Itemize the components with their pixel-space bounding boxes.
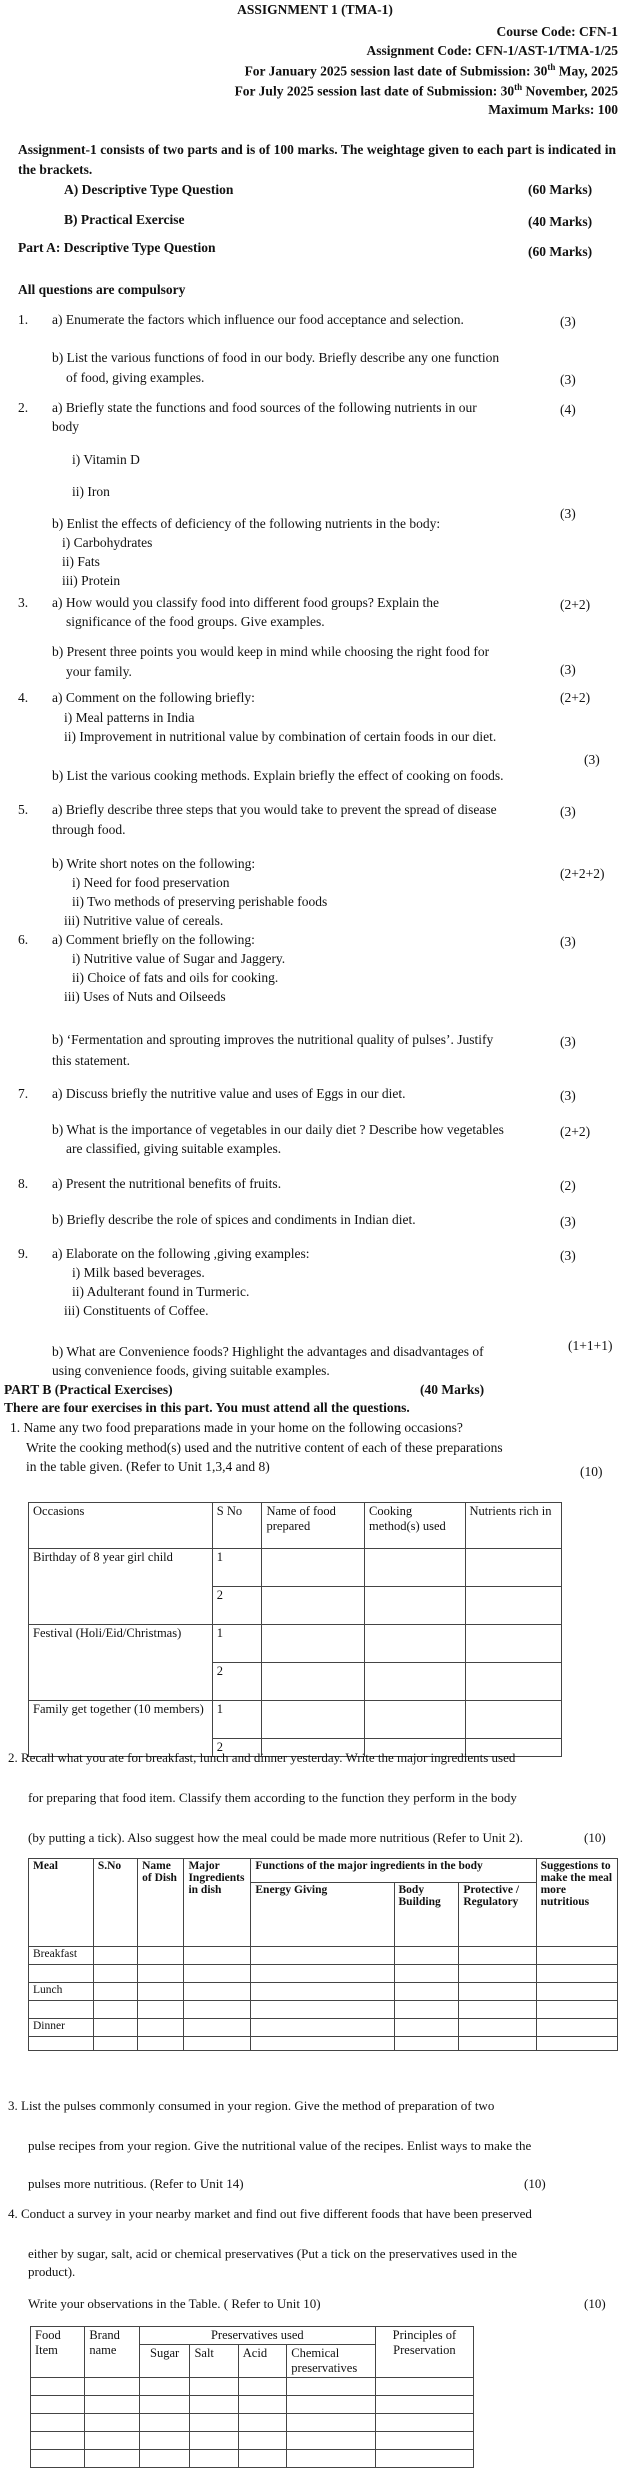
ex2-cell[interactable] xyxy=(536,2001,617,2019)
ex2-h-energy: Energy Giving xyxy=(251,1883,394,1947)
ex4-cell[interactable] xyxy=(190,2450,238,2468)
q2-a-ii: ii) Iron xyxy=(72,484,110,499)
q1-b-line1: b) List the various functions of food in our body. Briefly describe any one function xyxy=(52,350,500,365)
table-row xyxy=(29,2019,618,2037)
ex2-meal-lunch: Lunch xyxy=(29,1983,94,2001)
ex4-line4: Write your observations in the Table. ( Refer to Unit 10) xyxy=(28,2296,321,2311)
ex1-sno: 1 xyxy=(212,1701,262,1739)
ex4-cell[interactable] xyxy=(287,2414,376,2432)
q2-number: 2. xyxy=(18,400,29,415)
ex1-header-row xyxy=(29,1503,562,1549)
table-row xyxy=(29,2037,618,2051)
q6-a-ii: ii) Choice of fats and oils for cooking. xyxy=(72,970,279,985)
q5-b-iii: iii) Nutritive value of cereals. xyxy=(64,913,224,928)
ex2-header-row xyxy=(29,1859,618,1883)
q8-b-marks: (3) xyxy=(560,1214,576,1229)
ex1-cell[interactable] xyxy=(465,1701,561,1739)
ex1-h-name: Name of food prepared xyxy=(262,1503,365,1549)
q1-a: a) Enumerate the factors which influence our food acceptance and selection. xyxy=(52,312,464,327)
q4-a: a) Comment on the following briefly: xyxy=(52,690,255,705)
part-b-instruction: There are four exercises in this part. You must attend all the questions. xyxy=(4,1400,410,1415)
ex4-header-row xyxy=(31,2327,474,2345)
ex1-h-method: Cooking method(s) used xyxy=(365,1503,466,1549)
part-b-label: B) Practical Exercise xyxy=(64,212,185,227)
q3-b-marks: (3) xyxy=(560,662,576,677)
ex4-cell[interactable] xyxy=(85,2414,140,2432)
ex1-line3: in the table given. (Refer to Unit 1,3,4 and 8) xyxy=(26,1459,270,1474)
ex2-cell[interactable] xyxy=(138,1947,184,1965)
q3-b-line1: b) Present three points you would keep in mind while choosing the right food for xyxy=(52,644,490,659)
part-a-heading: Part A: Descriptive Type Question xyxy=(18,240,216,255)
ex4-cell[interactable] xyxy=(287,2378,376,2396)
ex2-cell[interactable] xyxy=(251,1983,394,2001)
ex1-sno: 2 xyxy=(212,1587,262,1625)
table-row xyxy=(29,1701,562,1739)
q1-b-marks: (3) xyxy=(560,372,576,387)
q6-b-line2: this statement. xyxy=(52,1053,130,1068)
q2-a-i: i) Vitamin D xyxy=(72,452,140,467)
q7-a: a) Discuss briefly the nutritive value and uses of Eggs in our diet. xyxy=(52,1086,406,1101)
ex1-line2: Write the cooking method(s) used and the nutritive content of each of these preparations xyxy=(26,1440,503,1455)
ex4-cell[interactable] xyxy=(190,2378,238,2396)
ex1-cell[interactable] xyxy=(365,1549,466,1587)
ex1-table xyxy=(28,1502,562,1757)
q5-a-marks: (3) xyxy=(560,804,576,819)
ex2-cell[interactable] xyxy=(394,2001,459,2019)
ex1-cell[interactable] xyxy=(465,1663,561,1701)
q5-a-line1: a) Briefly describe three steps that you would take to prevent the spread of disease xyxy=(52,802,497,817)
ex2-cell[interactable] xyxy=(138,1965,184,1983)
q3-a-line2: significance of the food groups. Give examples. xyxy=(66,614,325,629)
q2-b-ii: ii) Fats xyxy=(62,554,100,569)
ex1-cell[interactable] xyxy=(262,1663,365,1701)
q4-a-ii: ii) Improvement in nutritional value by combination of certain foods in our diet. xyxy=(64,729,497,744)
ex1-cell[interactable] xyxy=(262,1625,365,1663)
ex4-cell[interactable] xyxy=(139,2396,190,2414)
table-row xyxy=(29,1625,562,1663)
q7-b-line1: b) What is the importance of vegetables in our daily diet ? Describe how vegetables xyxy=(52,1122,504,1137)
ex1-h-occasions: Occasions xyxy=(29,1503,213,1549)
q4-a-i: i) Meal patterns in India xyxy=(64,710,195,725)
q2-a-marks: (4) xyxy=(560,402,576,417)
ex4-cell[interactable] xyxy=(85,2396,140,2414)
ex4-cell[interactable] xyxy=(190,2432,238,2450)
course-code: Course Code: CFN-1 xyxy=(496,24,618,39)
table-row xyxy=(31,2432,474,2450)
assignment-code: Assignment Code: CFN-1/AST-1/TMA-1/25 xyxy=(366,43,618,58)
ex1-marks: (10) xyxy=(580,1464,603,1479)
ex4-cell[interactable] xyxy=(238,2432,287,2450)
ex1-sno: 1 xyxy=(212,1625,262,1663)
ex2-cell[interactable] xyxy=(29,1965,94,1983)
q9-b-line2: using convenience foods, giving suitable examples. xyxy=(52,1363,330,1378)
ex2-h-protective: Protective / Regulatory xyxy=(459,1883,536,1947)
q6-b-marks: (3) xyxy=(560,1034,576,1049)
ex2-cell[interactable] xyxy=(536,2037,617,2051)
q9-b-line1: b) What are Convenience foods? Highlight the advantages and disadvantages of xyxy=(52,1344,484,1359)
ex1-cell[interactable] xyxy=(262,1701,365,1739)
ex2-cell[interactable] xyxy=(394,1983,459,2001)
table-row xyxy=(31,2396,474,2414)
part-a-label: A) Descriptive Type Question xyxy=(64,182,234,197)
ex1-occasion-1: Birthday of 8 year girl child xyxy=(29,1549,213,1625)
ex2-marks: (10) xyxy=(584,1830,606,1845)
q9-a: a) Elaborate on the following ,giving examples: xyxy=(52,1246,310,1261)
ex1-cell[interactable] xyxy=(365,1663,466,1701)
ex1-cell[interactable] xyxy=(262,1587,365,1625)
ex2-meal-dinner: Dinner xyxy=(29,2019,94,2037)
ex3-line2: pulse recipes from your region. Give the nutritional value of the recipes. Enlist ways to make the xyxy=(28,2138,532,2153)
ex2-h-meal: Meal xyxy=(29,1859,94,1947)
q5-b: b) Write short notes on the following: xyxy=(52,856,256,871)
ex2-h-functions: Functions of the major ingredients in the body xyxy=(251,1859,536,1883)
ex4-cell[interactable] xyxy=(139,2450,190,2468)
q7-b-line2: are classified, giving suitable examples. xyxy=(66,1141,282,1156)
ex4-cell[interactable] xyxy=(238,2396,287,2414)
q9-a-ii: ii) Adulterant found in Turmeric. xyxy=(72,1284,250,1299)
ex3-line1: 3. List the pulses commonly consumed in your region. Give the method of preparation of two xyxy=(8,2098,495,2113)
q7-a-marks: (3) xyxy=(560,1088,576,1103)
ex2-cell[interactable] xyxy=(459,1947,536,1965)
q6-a: a) Comment briefly on the following: xyxy=(52,932,255,947)
ex4-h-acid: Acid xyxy=(238,2345,287,2378)
table-row xyxy=(31,2414,474,2432)
ex1-sno: 2 xyxy=(212,1739,262,1757)
table-row xyxy=(31,2378,474,2396)
ex4-cell[interactable] xyxy=(190,2396,238,2414)
ex1-cell[interactable] xyxy=(365,1587,466,1625)
ex2-line1: 2. Recall what you ate for breakfast, lunch and dinner yesterday. Write the major ingredients used xyxy=(8,1750,516,1765)
ex4-cell[interactable] xyxy=(31,2378,85,2396)
ex1-h-sno: S No xyxy=(212,1503,262,1549)
ex2-h-body: Body Building xyxy=(394,1883,459,1947)
ex2-cell[interactable] xyxy=(138,2001,184,2019)
ex2-cell[interactable] xyxy=(184,1947,251,1965)
ex2-cell[interactable] xyxy=(459,1965,536,1983)
q3-number: 3. xyxy=(18,595,29,610)
part-b-marks: (40 Marks) xyxy=(528,214,593,229)
ex2-cell[interactable] xyxy=(251,2001,394,2019)
intro-text: Assignment-1 consists of two parts and is of 100 marks. The weightage given to each part is indicated in the brackets. xyxy=(18,142,616,177)
q3-b-line2: your family. xyxy=(66,664,132,679)
q9-a-i: i) Milk based beverages. xyxy=(72,1265,205,1280)
q9-a-iii: iii) Constituents of Coffee. xyxy=(64,1303,209,1318)
ex4-h-salt: Salt xyxy=(190,2345,238,2378)
ex2-cell[interactable] xyxy=(536,1947,617,1965)
q8-b: b) Briefly describe the role of spices and condiments in Indian diet. xyxy=(52,1212,416,1227)
ex2-cell[interactable] xyxy=(29,2037,94,2051)
table-row xyxy=(29,1947,618,1965)
q1-b-line2: of food, giving examples. xyxy=(66,370,205,385)
q2-b-marks: (3) xyxy=(560,506,576,521)
ex4-cell[interactable] xyxy=(287,2432,376,2450)
q4-b-marks: (3) xyxy=(584,752,600,767)
table-row xyxy=(29,2001,618,2019)
q3-a-marks: (2+2) xyxy=(560,597,591,612)
ex4-cell[interactable] xyxy=(85,2450,140,2468)
table-row xyxy=(29,1983,618,2001)
ex4-cell[interactable] xyxy=(139,2414,190,2432)
ex4-cell[interactable] xyxy=(139,2432,190,2450)
ex2-cell[interactable] xyxy=(184,1983,251,2001)
ex2-cell[interactable] xyxy=(251,2019,394,2037)
q8-a-marks: (2) xyxy=(560,1178,576,1193)
q8-number: 8. xyxy=(18,1176,29,1191)
assignment-title: ASSIGNMENT 1 (TMA-1) xyxy=(237,2,393,17)
ex2-cell[interactable] xyxy=(459,1983,536,2001)
q6-a-iii: iii) Uses of Nuts and Oilseeds xyxy=(64,989,226,1004)
ex2-line3: (by putting a tick). Also suggest how the meal could be made more nutritious (Refer to Unit 2). xyxy=(28,1830,523,1845)
ex2-cell[interactable] xyxy=(459,2037,536,2051)
ex4-cell[interactable] xyxy=(238,2414,287,2432)
ex1-h-nutrients: Nutrients rich in xyxy=(465,1503,561,1549)
q6-number: 6. xyxy=(18,932,29,947)
ex4-marks: (10) xyxy=(584,2296,606,2311)
ex2-h-suggestions: Suggestions to make the meal more nutritious xyxy=(536,1859,617,1947)
ex2-cell[interactable] xyxy=(184,1965,251,1983)
ex4-cell[interactable] xyxy=(238,2378,287,2396)
ex4-cell[interactable] xyxy=(375,2414,473,2432)
ex4-cell[interactable] xyxy=(85,2432,140,2450)
ex2-cell[interactable] xyxy=(536,2019,617,2037)
ex2-cell[interactable] xyxy=(251,1947,394,1965)
ex2-cell[interactable] xyxy=(184,2001,251,2019)
ex2-cell[interactable] xyxy=(184,2037,251,2051)
ex1-occasion-2: Festival (Holi/Eid/Christmas) xyxy=(29,1625,213,1701)
q2-b-i: i) Carbohydrates xyxy=(62,535,153,550)
q2-b-iii: iii) Protein xyxy=(62,573,121,588)
ex2-h-dish: Name of Dish xyxy=(138,1859,184,1947)
q9-b-marks: (1+1+1) xyxy=(568,1338,613,1353)
july-deadline: For July 2025 session last date of Submission: 30th November, 2025 xyxy=(234,82,618,99)
ex4-cell[interactable] xyxy=(190,2414,238,2432)
ex4-cell[interactable] xyxy=(375,2396,473,2414)
ex1-line1: 1. Name any two food preparations made in your home on the following occasions? xyxy=(10,1420,463,1435)
ex4-cell[interactable] xyxy=(31,2414,85,2432)
ex2-cell[interactable] xyxy=(93,1965,137,1983)
ex1-occasion-3: Family get together (10 members) xyxy=(29,1701,213,1757)
ex2-cell[interactable] xyxy=(459,2001,536,2019)
q7-number: 7. xyxy=(18,1086,29,1101)
q3-a-line1: a) How would you classify food into different food groups? Explain the xyxy=(52,595,440,610)
q2-b: b) Enlist the effects of deficiency of the following nutrients in the body: xyxy=(52,516,441,531)
max-marks: Maximum Marks: 100 xyxy=(488,102,618,117)
ex2-cell[interactable] xyxy=(536,1965,617,1983)
ex4-cell[interactable] xyxy=(287,2396,376,2414)
ex4-cell[interactable] xyxy=(375,2432,473,2450)
ex2-cell[interactable] xyxy=(138,2019,184,2037)
q4-a-marks: (2+2) xyxy=(560,690,591,705)
ex2-cell[interactable] xyxy=(138,1983,184,2001)
ex2-cell[interactable] xyxy=(251,2037,394,2051)
january-deadline: For January 2025 session last date of Submission: 30th May, 2025 xyxy=(244,62,618,79)
ex2-cell[interactable] xyxy=(536,1983,617,2001)
ex2-cell[interactable] xyxy=(394,2019,459,2037)
q6-a-marks: (3) xyxy=(560,934,576,949)
ex2-table xyxy=(28,1858,618,2051)
part-a-marks: (60 Marks) xyxy=(528,182,593,197)
ex3-line3: pulses more nutritious. (Refer to Unit 14) xyxy=(28,2176,244,2191)
compulsory-note: All questions are compulsory xyxy=(18,282,186,297)
ex4-cell[interactable] xyxy=(31,2396,85,2414)
part-b-heading: PART B (Practical Exercises) xyxy=(4,1382,173,1397)
table-row xyxy=(31,2450,474,2468)
q7-b-marks: (2+2) xyxy=(560,1124,591,1139)
q5-b-i: i) Need for food preservation xyxy=(72,875,230,890)
q4-number: 4. xyxy=(18,690,29,705)
ex2-h-sno: S.No xyxy=(93,1859,137,1947)
q1-number: 1. xyxy=(18,312,29,327)
ex2-cell[interactable] xyxy=(93,2037,137,2051)
ex2-cell[interactable] xyxy=(29,2001,94,2019)
ex4-h-brand: Brand name xyxy=(85,2327,140,2378)
ex1-sno: 2 xyxy=(212,1663,262,1701)
ex2-h-major: Major Ingredients in dish xyxy=(184,1859,251,1947)
ex1-cell[interactable] xyxy=(465,1625,561,1663)
ex4-h-preservatives: Preservatives used xyxy=(139,2327,375,2345)
part-a-heading-marks: (60 Marks) xyxy=(528,244,593,259)
q4-b: b) List the various cooking methods. Explain briefly the effect of cooking on foods. xyxy=(52,768,504,783)
ex4-h-food: Food Item xyxy=(31,2327,85,2378)
q9-a-marks: (3) xyxy=(560,1248,576,1263)
ex2-cell[interactable] xyxy=(93,1947,137,1965)
ex4-cell[interactable] xyxy=(139,2378,190,2396)
ex2-line2: for preparing that food item. Classify them according to the function they perform in the body xyxy=(28,1790,517,1805)
ex4-cell[interactable] xyxy=(238,2450,287,2468)
table-row xyxy=(29,1965,618,1983)
ex4-line1: 4. Conduct a survey in your nearby market and find out five different foods that have been preserved xyxy=(8,2206,532,2221)
ex2-cell[interactable] xyxy=(459,2019,536,2037)
q2-a-line2: body xyxy=(52,419,79,434)
ex1-cell[interactable] xyxy=(465,1549,561,1587)
ex2-cell[interactable] xyxy=(251,1965,394,1983)
ex1-sno: 1 xyxy=(212,1549,262,1587)
ex4-h-sugar: Sugar xyxy=(139,2345,190,2378)
ex4-cell[interactable] xyxy=(375,2378,473,2396)
ex4-line2: either by sugar, salt, acid or chemical preservatives (Put a tick on the preservatives used in the xyxy=(28,2246,517,2261)
q6-a-i: i) Nutritive value of Sugar and Jaggery. xyxy=(72,951,286,966)
q5-a-line2: through food. xyxy=(52,822,126,837)
ex4-line3: product). xyxy=(28,2264,76,2279)
ex1-cell[interactable] xyxy=(365,1701,466,1739)
ex4-cell[interactable] xyxy=(31,2432,85,2450)
ex4-cell[interactable] xyxy=(287,2450,376,2468)
q5-number: 5. xyxy=(18,802,29,817)
ex2-cell[interactable] xyxy=(394,2037,459,2051)
table-row xyxy=(29,1549,562,1587)
q8-a: a) Present the nutritional benefits of fruits. xyxy=(52,1176,282,1191)
ex4-h-principles: Principles of Preservation xyxy=(375,2327,473,2378)
q6-b-line1: b) ‘Fermentation and sprouting improves the nutritional quality of pulses’. Justify xyxy=(52,1032,494,1047)
part-b-heading-marks: (40 Marks) xyxy=(420,1382,485,1397)
ex4-h-chemical: Chemical preservatives xyxy=(287,2345,376,2378)
q5-b-marks: (2+2+2) xyxy=(560,866,605,881)
ex4-table xyxy=(30,2326,474,2468)
ex2-cell[interactable] xyxy=(184,2019,251,2037)
ex1-cell[interactable] xyxy=(262,1549,365,1587)
ex3-marks: (10) xyxy=(524,2176,546,2191)
ex2-cell[interactable] xyxy=(93,2001,137,2019)
q5-b-ii: ii) Two methods of preserving perishable foods xyxy=(72,894,328,909)
q2-a-line1: a) Briefly state the functions and food sources of the following nutrients in our xyxy=(52,400,477,415)
ex2-cell[interactable] xyxy=(394,1947,459,1965)
q1-a-marks: (3) xyxy=(560,314,576,329)
q9-number: 9. xyxy=(18,1246,29,1261)
ex2-cell[interactable] xyxy=(394,1965,459,1983)
ex4-cell[interactable] xyxy=(85,2378,140,2396)
ex4-cell[interactable] xyxy=(31,2450,85,2468)
ex1-cell[interactable] xyxy=(465,1587,561,1625)
ex2-cell[interactable] xyxy=(138,2037,184,2051)
ex1-cell[interactable] xyxy=(365,1625,466,1663)
ex2-meal-breakfast: Breakfast xyxy=(29,1947,94,1965)
ex2-cell[interactable] xyxy=(93,2019,137,2037)
ex4-cell[interactable] xyxy=(375,2450,473,2468)
ex2-cell[interactable] xyxy=(93,1983,137,2001)
